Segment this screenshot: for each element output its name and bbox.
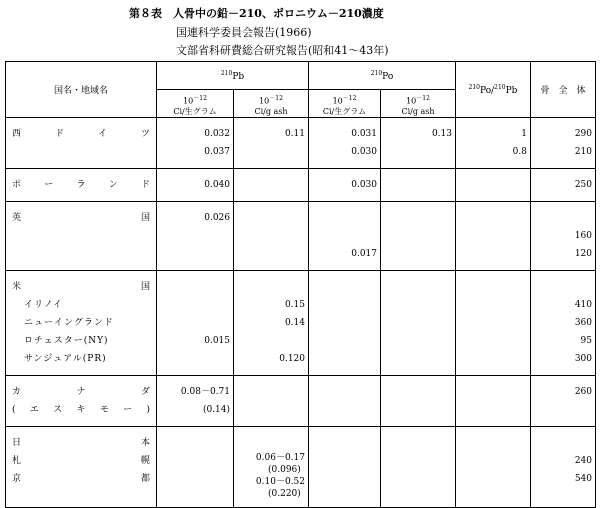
value — [456, 296, 530, 314]
value — [309, 383, 380, 401]
value: 250 — [574, 180, 592, 190]
table-row — [6, 169, 596, 202]
value: 210 — [574, 147, 592, 157]
region-name: ニューイングランド — [24, 318, 114, 328]
value — [309, 470, 380, 488]
value: 0.120 — [279, 354, 305, 364]
cell-po-wet — [309, 271, 381, 376]
value — [157, 278, 233, 296]
value: 160 — [574, 231, 592, 241]
cell-names — [6, 202, 157, 271]
value — [157, 296, 233, 314]
value — [531, 434, 595, 452]
value: 300 — [574, 354, 592, 364]
cell-pb-wet — [157, 202, 234, 271]
value — [309, 227, 380, 245]
value — [456, 176, 530, 194]
cell-po-ash — [381, 271, 456, 376]
region-name: 京 都 — [12, 474, 150, 484]
cell-names — [6, 427, 157, 508]
region-name: サンジュアル(PR) — [24, 354, 107, 364]
cell-bone — [531, 376, 596, 427]
value — [234, 332, 308, 350]
region-name: 英 国 — [12, 213, 150, 223]
value: 0.8 — [512, 147, 527, 157]
value — [234, 278, 308, 296]
value — [531, 278, 595, 296]
value: (0.14) — [202, 405, 230, 415]
value: 0.13 — [431, 129, 452, 139]
value: 260 — [574, 387, 592, 397]
value — [381, 452, 455, 470]
value — [157, 314, 233, 332]
value — [234, 401, 308, 419]
value: 0.10－0.52 — [255, 477, 305, 487]
value — [381, 401, 455, 419]
cell-pb-ash — [234, 271, 309, 376]
value — [456, 245, 530, 263]
value: 410 — [574, 300, 592, 310]
cell-bone — [531, 427, 596, 508]
cell-ratio — [456, 202, 531, 271]
region-name: 米 国 — [12, 282, 150, 292]
cell-po-ash — [381, 202, 456, 271]
cell-pb-wet — [157, 169, 234, 202]
value: 0.031 — [351, 129, 377, 139]
value — [381, 296, 455, 314]
value: 0.06－0.17 — [255, 453, 305, 463]
source-line-1: 国連科学委員会報告(1966) — [176, 26, 312, 39]
value — [309, 209, 380, 227]
cell-bone — [531, 169, 596, 202]
value — [381, 314, 455, 332]
region-name: 札 幌 — [12, 456, 150, 466]
table-row — [6, 271, 596, 376]
cell-names — [6, 376, 157, 427]
value: 0.026 — [204, 213, 230, 223]
value — [234, 227, 308, 245]
cell-po-ash — [381, 118, 456, 169]
value — [456, 278, 530, 296]
cell-po-ash — [381, 427, 456, 508]
value — [381, 143, 455, 161]
region-name: ロチェスター(NY) — [24, 336, 109, 346]
value: 0.015 — [204, 336, 230, 346]
cell-bone — [531, 271, 596, 376]
value — [456, 209, 530, 227]
value — [309, 434, 380, 452]
value: 360 — [574, 318, 592, 328]
ratio-header: $^{210}$Po/$^{210}$Pb — [456, 62, 531, 118]
cell-ratio — [456, 118, 531, 169]
value: 120 — [574, 249, 592, 259]
value — [381, 227, 455, 245]
value — [309, 314, 380, 332]
value: 0.037 — [204, 147, 230, 157]
value — [157, 452, 233, 470]
region-name: ( エ ス キ モ ー ) — [12, 405, 150, 415]
value — [234, 176, 308, 194]
value: 0.040 — [204, 180, 230, 190]
value — [234, 143, 308, 161]
cell-po-wet — [309, 169, 381, 202]
value — [309, 332, 380, 350]
cell-pb-wet — [157, 118, 234, 169]
value — [234, 383, 308, 401]
unit-po-wet: $10^{-12}$ Ci/生グラム — [309, 90, 381, 118]
value: 0.032 — [204, 129, 230, 139]
value — [531, 401, 595, 419]
cell-pb-wet — [157, 427, 234, 508]
value — [456, 452, 530, 470]
value — [381, 332, 455, 350]
value — [456, 470, 530, 488]
cell-po-wet — [309, 376, 381, 427]
unit-pb-wet: $10^{-12}$ Ci/生グラム — [157, 90, 234, 118]
value — [309, 296, 380, 314]
value — [456, 401, 530, 419]
cell-ratio — [456, 376, 531, 427]
value: 0.030 — [351, 147, 377, 157]
value: 0.030 — [351, 180, 377, 190]
value — [381, 350, 455, 368]
value — [381, 470, 455, 488]
table-row — [6, 427, 596, 508]
cell-po-wet — [309, 202, 381, 271]
value — [157, 434, 233, 452]
cell-ratio — [456, 427, 531, 508]
value — [531, 209, 595, 227]
value — [234, 245, 308, 263]
value: 0.15 — [284, 300, 305, 310]
value: 0.08－0.71 — [180, 387, 230, 397]
po-header: $^{210}$Po — [309, 62, 456, 90]
value — [456, 350, 530, 368]
value — [157, 350, 233, 368]
value: 540 — [574, 474, 592, 484]
value — [309, 401, 380, 419]
value: 0.11 — [284, 129, 305, 139]
table-row — [6, 118, 596, 169]
value — [381, 383, 455, 401]
table-row — [6, 202, 596, 271]
value — [234, 209, 308, 227]
cell-ratio — [456, 271, 531, 376]
bone-header: 骨 全 体 — [531, 62, 596, 118]
cell-pb-ash — [234, 427, 309, 508]
value — [234, 434, 308, 452]
value: 290 — [574, 129, 592, 139]
value — [309, 278, 380, 296]
cell-po-wet — [309, 118, 381, 169]
cell-names — [6, 271, 157, 376]
data-table — [5, 61, 596, 508]
value: 95 — [580, 336, 592, 346]
value-sub: (0.220) — [268, 489, 301, 499]
cell-po-ash — [381, 169, 456, 202]
region-name: カ ナ ダ — [12, 387, 150, 397]
value — [381, 245, 455, 263]
value — [157, 470, 233, 488]
cell-pb-ash — [234, 169, 309, 202]
value: 0.017 — [351, 249, 377, 259]
cell-pb-ash — [234, 376, 309, 427]
value — [456, 332, 530, 350]
region-name — [6, 143, 156, 161]
cell-bone — [531, 202, 596, 271]
value: 240 — [574, 456, 592, 466]
value — [456, 383, 530, 401]
cell-ratio — [456, 169, 531, 202]
table-row — [6, 376, 596, 427]
cell-pb-ash — [234, 202, 309, 271]
region-name: 西 ド イ ツ — [12, 129, 150, 139]
value — [157, 245, 233, 263]
table-title: 第８表 人骨中の鉛－210、ポロニウム－210濃度 — [129, 7, 384, 20]
region-name — [6, 227, 156, 245]
value — [309, 452, 380, 470]
value — [157, 227, 233, 245]
value-sub: (0.096) — [268, 465, 301, 475]
cell-names — [6, 118, 157, 169]
region-name — [6, 245, 156, 263]
region-name: イリノイ — [24, 300, 63, 310]
value — [456, 434, 530, 452]
region-name: 日 本 — [12, 438, 150, 448]
region-name: ポ ー ラ ン ド — [12, 180, 150, 190]
value — [381, 278, 455, 296]
unit-pb-ash: $10^{-12}$ Ci/g ash — [234, 90, 309, 118]
value — [456, 227, 530, 245]
cell-names — [6, 169, 157, 202]
cell-bone — [531, 118, 596, 169]
cell-po-ash — [381, 376, 456, 427]
value — [381, 209, 455, 227]
cell-pb-wet — [157, 376, 234, 427]
country-header: 国名・地域名 — [6, 62, 157, 118]
value: 0.14 — [284, 318, 305, 328]
value — [381, 176, 455, 194]
cell-po-wet — [309, 427, 381, 508]
value — [309, 350, 380, 368]
source-line-2: 文部省科研費総合研究報告(昭和41～43年) — [176, 44, 389, 57]
unit-po-ash: $10^{-12}$ Ci/g ash — [381, 90, 456, 118]
cell-pb-ash — [234, 118, 309, 169]
pb-header: $^{210}$Pb — [157, 62, 309, 90]
value — [456, 314, 530, 332]
cell-pb-wet — [157, 271, 234, 376]
value: 1 — [521, 129, 527, 139]
value — [381, 434, 455, 452]
